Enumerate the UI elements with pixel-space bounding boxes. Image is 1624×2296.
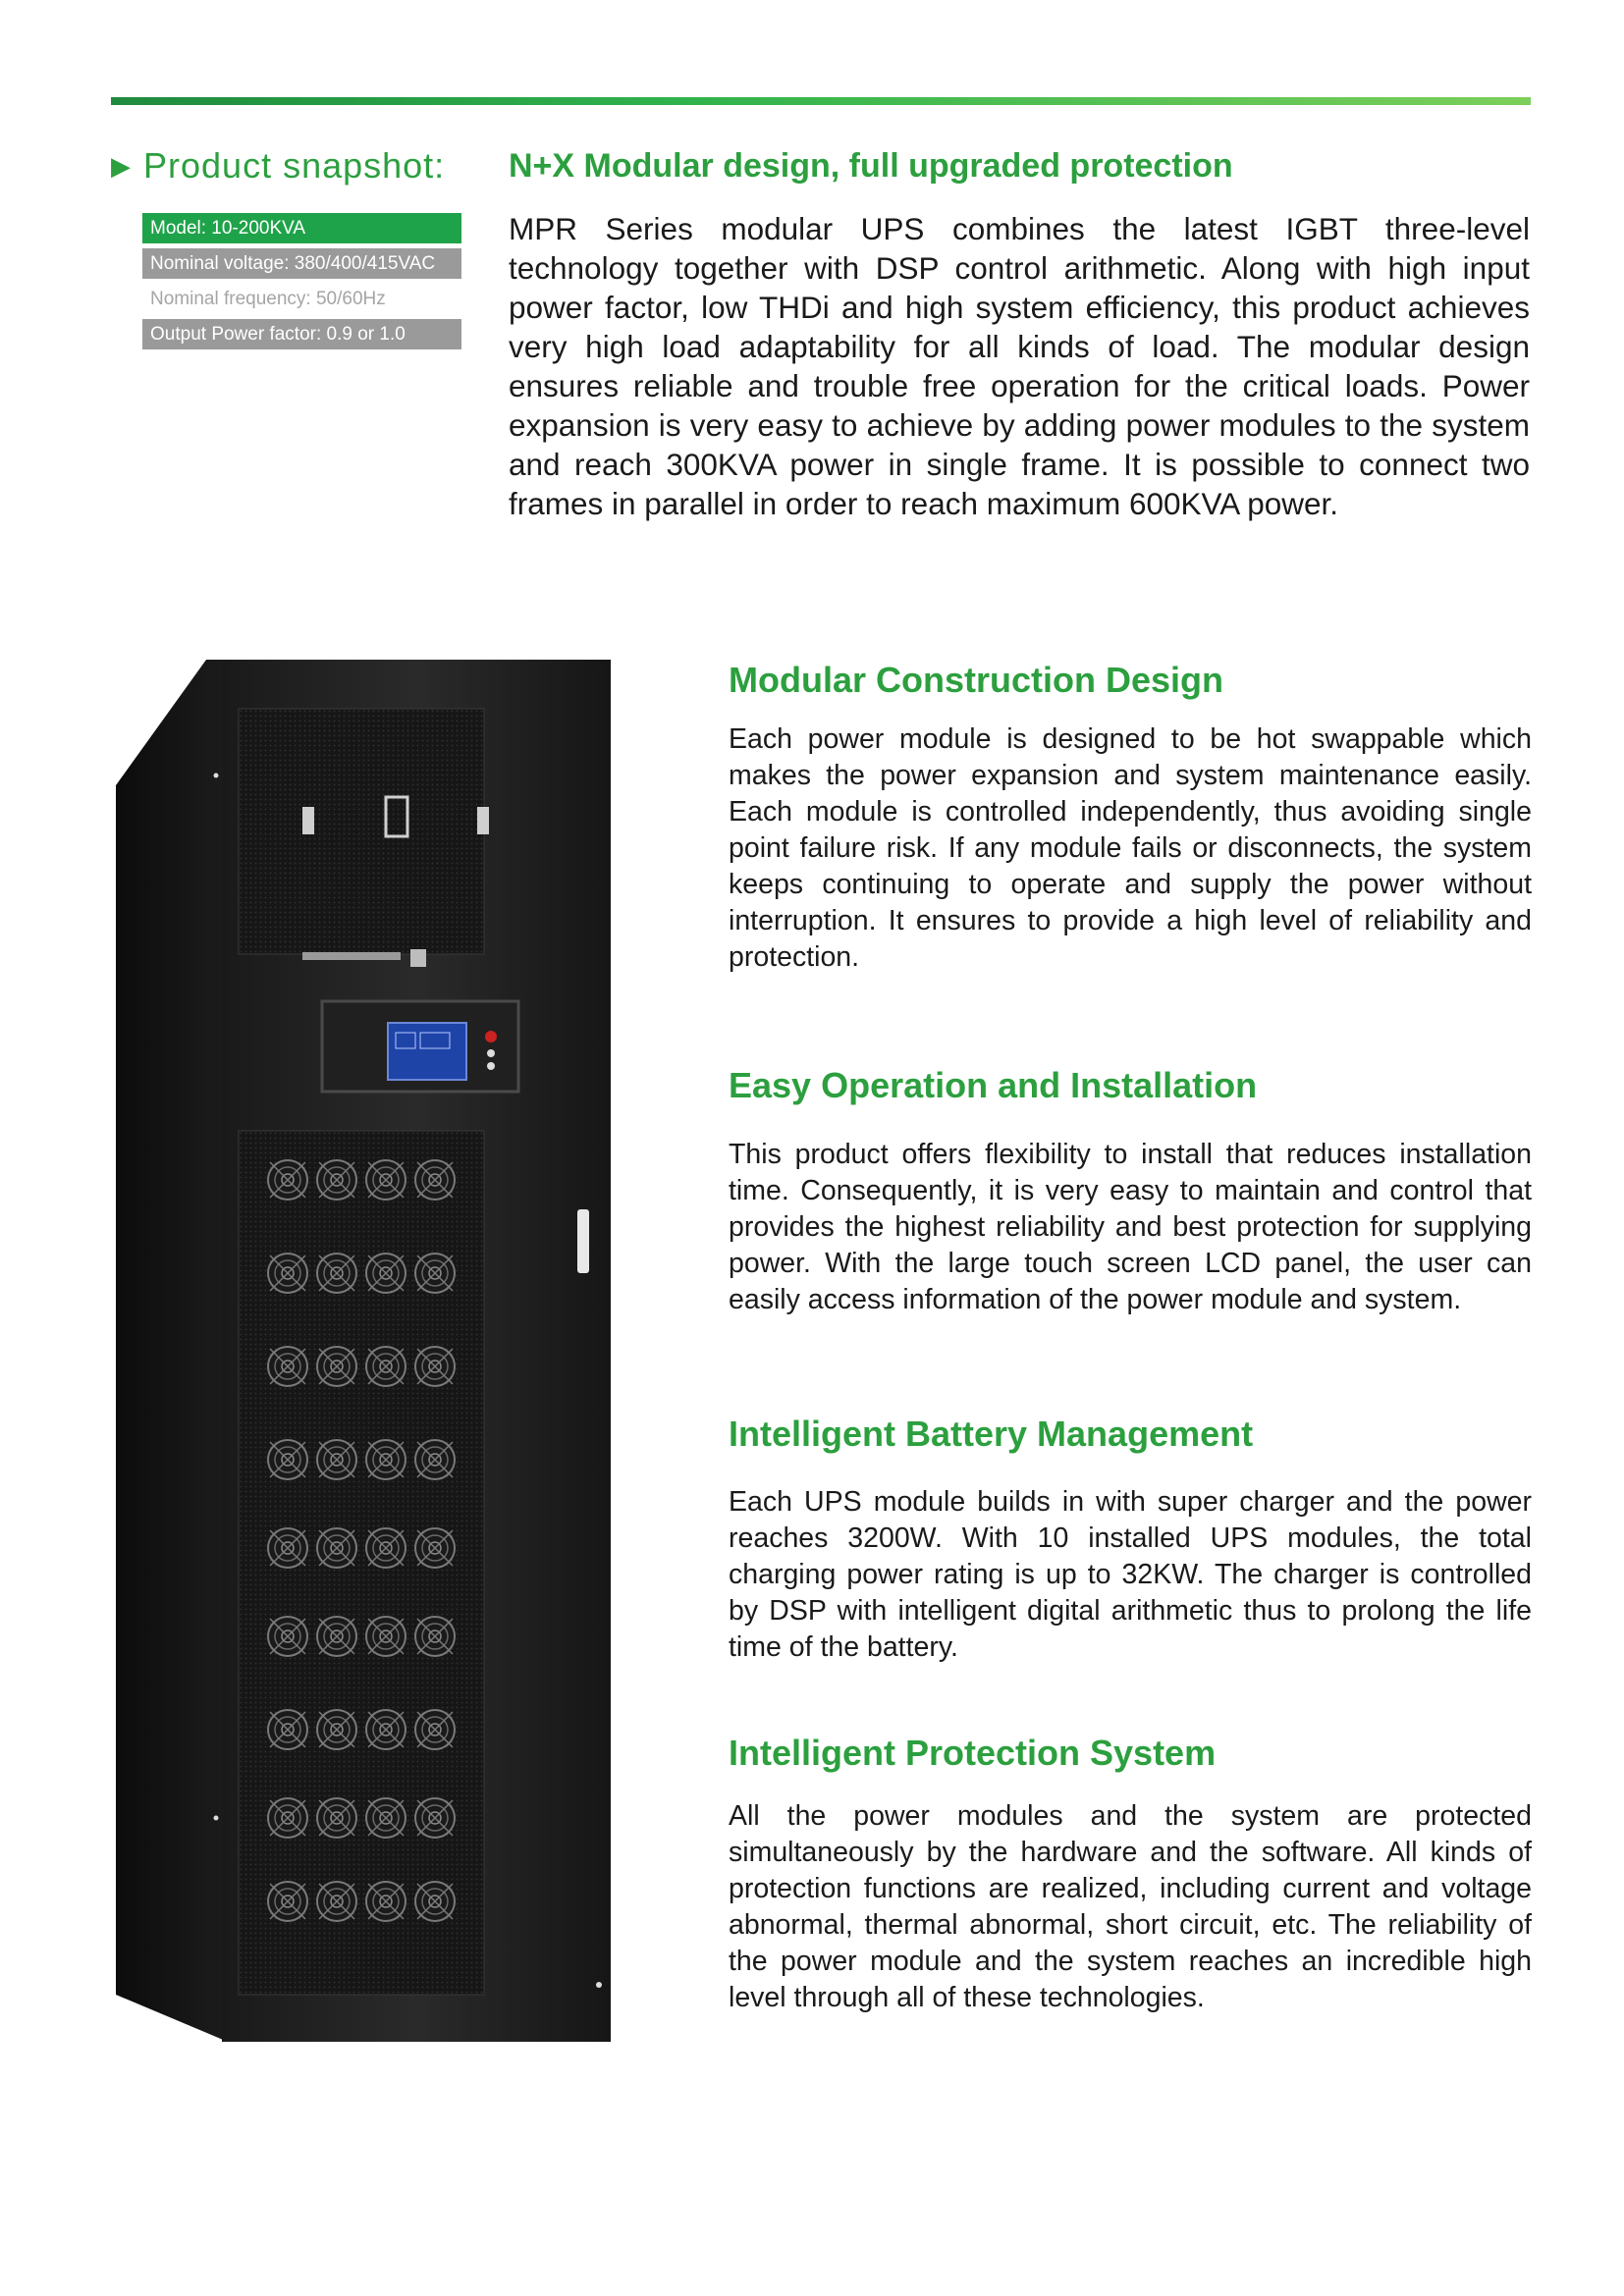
spec-list bbox=[142, 213, 461, 354]
spec-nominal-voltage: Nominal voltage: 380/400/415VAC bbox=[142, 248, 461, 279]
section-title-modular-construction: Modular Construction Design bbox=[729, 660, 1223, 700]
section-body-modular-construction: Each power module is designed to be hot swappable which makes the power expansion and system maintenance easily. Each module is controlled independently, thus avoiding single point failure risk. If any module fails or disconnects, the system keeps continuing to operate and supply the power without interruption. It ensures to provide a high level of reliability and protection. bbox=[729, 723, 1532, 973]
intro-headline: N+X Modular design, full upgraded protection bbox=[509, 147, 1233, 185]
top-green-rule bbox=[111, 97, 1531, 105]
section-title-battery-management: Intelligent Battery Management bbox=[729, 1414, 1254, 1454]
spec-model: Model: 10-200KVA bbox=[142, 213, 461, 243]
triangle-right-icon: ▶ bbox=[111, 151, 132, 181]
section-title-protection-system: Intelligent Protection System bbox=[729, 1733, 1217, 1773]
product-snapshot-title: Product snapshot: bbox=[143, 145, 446, 186]
spec-output-power-factor: Output Power factor: 0.9 or 1.0 bbox=[142, 319, 461, 349]
ups-cabinet-image bbox=[116, 660, 619, 2042]
product-snapshot-heading bbox=[111, 145, 445, 187]
section-body-protection-system: All the power modules and the system are protected simultaneously by the hardware and the software. All kinds of protection functions are realized, including current and voltage abnormal, thermal abnormal, short circuit, etc. The reliability of the power module and the system reaches an incredible high level through all of these technologies. bbox=[729, 1800, 1532, 2013]
section-body-battery-management: Each UPS module builds in with super charger and the power reaches 3200W. With 10 installed UPS modules, the total charging power rating is up to 32KW. The charger is controlled by DSP with intelligent digital arithmetic thus to prolong the life time of the battery. bbox=[729, 1486, 1532, 1663]
spec-nominal-frequency: Nominal frequency: 50/60Hz bbox=[150, 289, 386, 309]
section-body-easy-operation: This product offers flexibility to install that reduces installation time. Consequently, it is very easy to maintain and control that provides the highest reliability and best protection for supplying power. With the large touch screen LCD panel, the user can easily access information of the power module and system. bbox=[729, 1139, 1532, 1315]
section-title-easy-operation: Easy Operation and Installation bbox=[729, 1065, 1258, 1105]
intro-paragraph: MPR Series modular UPS combines the latest IGBT three-level technology together with DSP control arithmetic. Along with high input power factor, low THDi and high system efficiency, this product achieves very high load adaptability for all kinds of load. The modular design ensures reliable and trouble free operation for the critical loads. Power expansion is very easy to achieve by adding power modules to the system and reach 300KVA power in single frame. It is possible to connect two frames in parallel in order to reach maximum 600KVA power. bbox=[509, 211, 1530, 521]
